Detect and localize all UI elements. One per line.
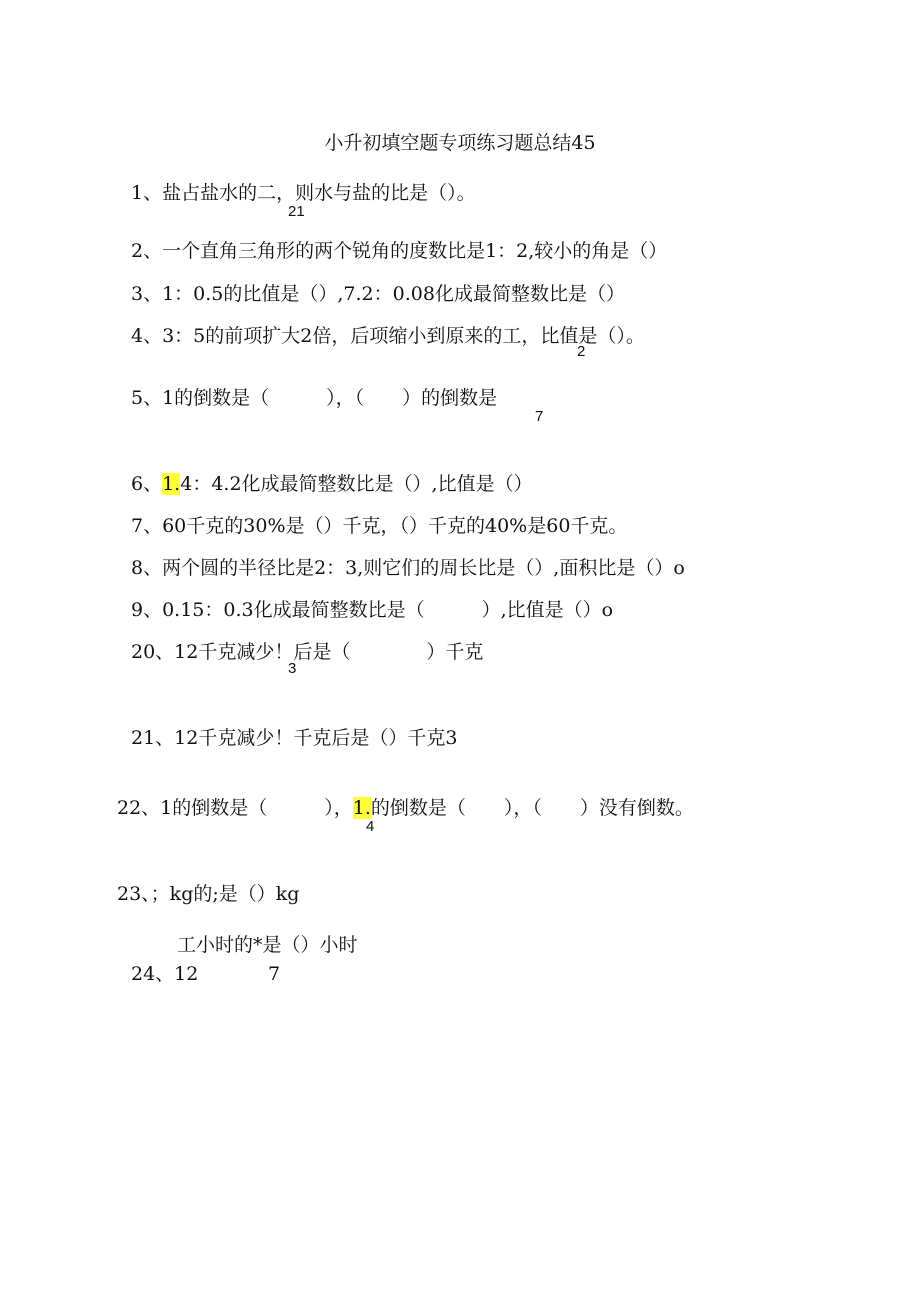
question-8: 8、两个圆的半径比是2：3,则它们的周长比是（）,面积比是（）o: [131, 557, 685, 579]
question-22-fraction-digit: 4: [366, 818, 375, 835]
question-1: 1、盐占盐水的二，则水与盐的比是（）。: [131, 182, 476, 204]
question-4-fraction-digit: 2: [577, 343, 586, 360]
question-22: [117, 796, 694, 820]
question-22-part-a: 22、1的倒数是（ ），: [117, 797, 353, 819]
question-3: 3、1：0.5的比值是（）,7.2：0.08化成最简整数比是（）: [131, 283, 625, 305]
question-23: 23、；kg的;是（）kg: [117, 883, 300, 905]
question-24-fraction-digit: 7: [268, 963, 281, 985]
question-6-rest: 4：4.2化成最简整数比是（）,比值是（）: [180, 473, 533, 495]
question-1-fraction-digits: 21: [288, 203, 305, 220]
question-24: 24、12: [131, 963, 199, 985]
question-9: 9、0.15：0.3化成最简整数比是（ ）,比值是（）o: [131, 599, 614, 621]
question-7: 7、60千克的30%是（）千克，（）千克的40%是60千克。: [131, 515, 628, 537]
question-4: 4、3：5的前项扩大2倍，后项缩小到原来的工，比值是（）。: [131, 325, 645, 347]
question-5: 5、1的倒数是（ ），（ ）的倒数是: [131, 387, 498, 409]
question-5-fraction-digit: 7: [535, 408, 544, 425]
question-20-fraction-digit: 3: [288, 660, 297, 677]
question-24-top: 工小时的*是（）小时: [177, 934, 358, 956]
question-6-highlight: 1.: [162, 473, 181, 495]
question-20: 20、12千克减少！后是（ ）千克: [131, 641, 484, 663]
question-21: 21、12千克减少！千克后是（）千克3: [131, 727, 458, 749]
question-2: 2、一个直角三角形的两个锐角的度数比是1：2,较小的角是（）: [131, 240, 668, 262]
page-title: 小升初填空题专项练习题总结45: [324, 132, 596, 154]
question-22-highlight: 1.: [352, 797, 371, 819]
question-6-number: 6、: [131, 473, 163, 495]
question-22-part-b: 的倒数是（ ），（ ）没有倒数。: [370, 797, 694, 819]
question-6: [131, 472, 533, 496]
